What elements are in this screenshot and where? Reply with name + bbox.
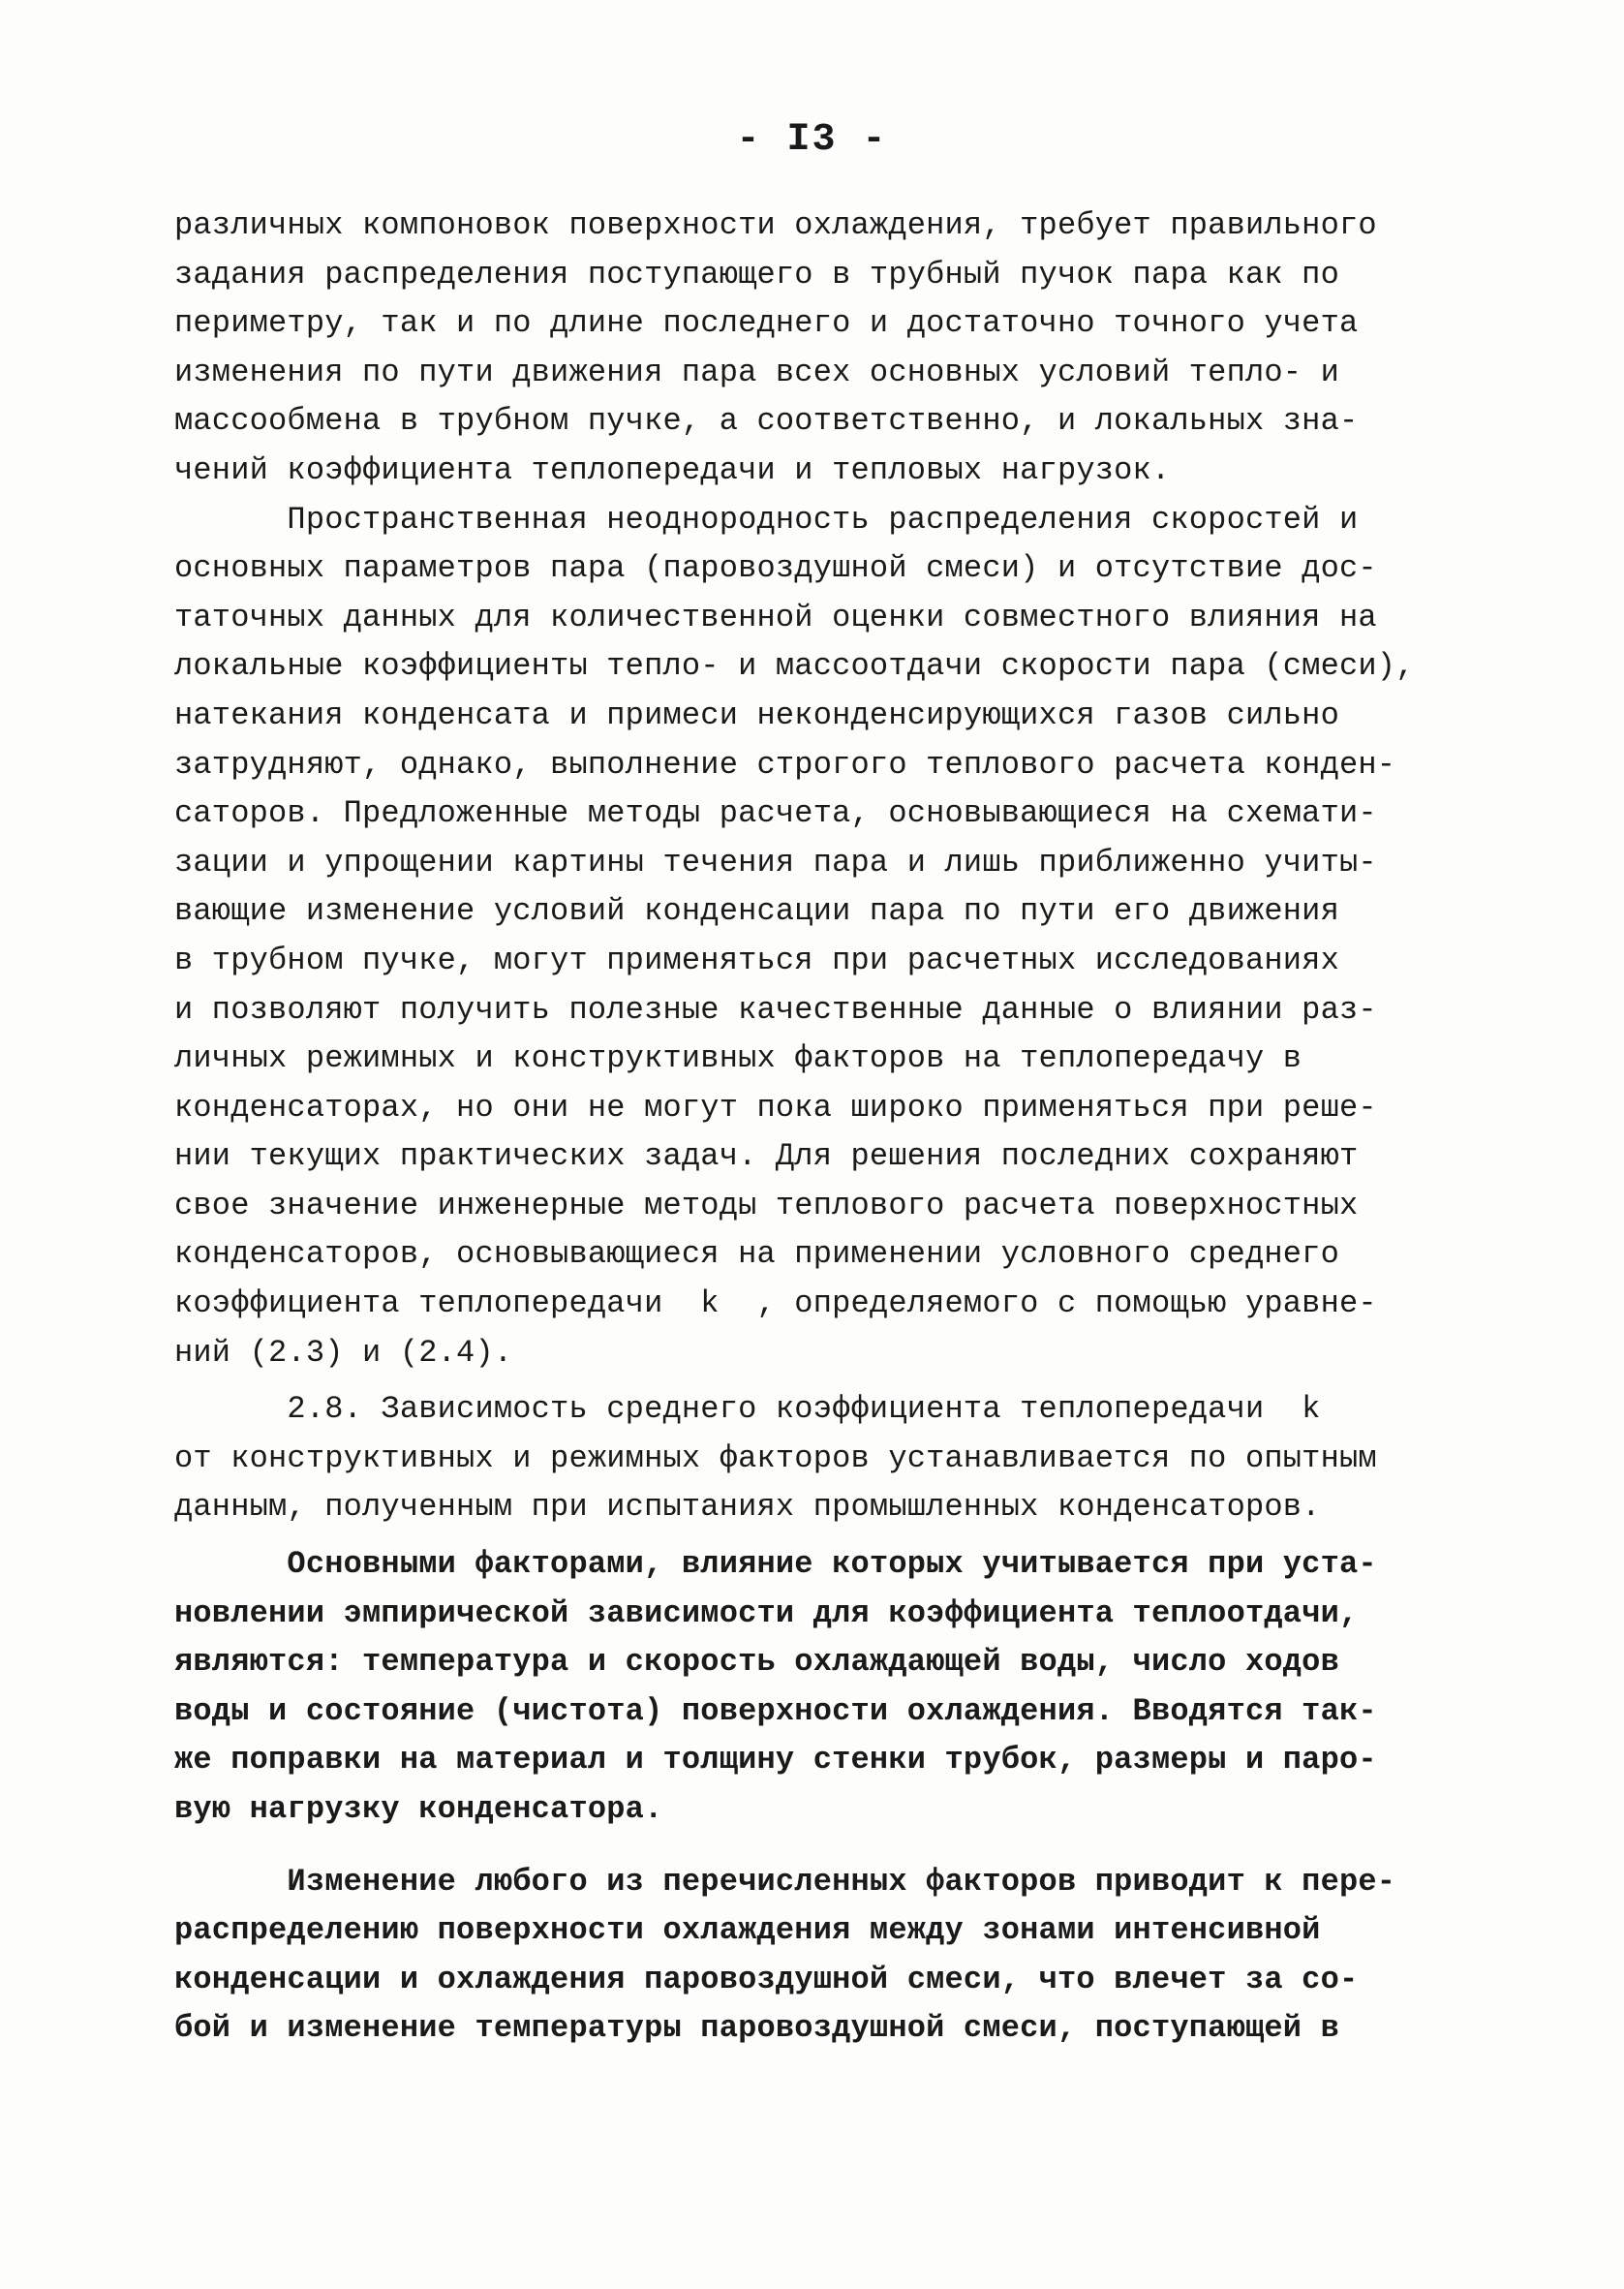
text-line: локальные коэффициенты тепло- и массоотдачи скорости пара (смеси), bbox=[174, 648, 1415, 685]
text-line: периметру, так и по длине последнего и достаточно точного учета bbox=[174, 305, 1359, 342]
paragraph-4 bbox=[174, 1540, 1530, 1835]
text-line: вающие изменение условий конденсации пара по пути его движения bbox=[174, 893, 1339, 930]
text-line: новлении эмпирической зависимости для коэффициента теплоотдачи, bbox=[174, 1594, 1359, 1631]
text-line: воды и состояние (чистота) поверхности охлаждения. Вводятся так- bbox=[174, 1692, 1377, 1729]
body-text bbox=[174, 201, 1530, 2054]
text-line: задания распределения поступающего в трубный пучок пара как по bbox=[174, 256, 1339, 293]
text-line: массообмена в трубном пучке, а соответственно, и локальных зна- bbox=[174, 403, 1359, 440]
text-line: Пространственная неоднородность распределения скоростей и bbox=[174, 501, 1359, 538]
text-line: ний (2.3) и (2.4). bbox=[174, 1334, 513, 1371]
page-number: - I3 - bbox=[736, 118, 888, 162]
text-line: и позволяют получить полезные качественные данные о влиянии раз- bbox=[174, 991, 1377, 1028]
text-line: изменения по пути движения пара всех основных условий тепло- и bbox=[174, 354, 1339, 390]
text-line: чений коэффициента теплопередачи и тепловых нагрузок. bbox=[174, 451, 1171, 488]
text-line: основных параметров пара (паровоздушной смеси) и отсутствие дос- bbox=[174, 550, 1377, 587]
text-line: Изменение любого из перечисленных факторов приводит к пере- bbox=[174, 1863, 1396, 1900]
paragraph-2 bbox=[174, 496, 1530, 1378]
text-line: же поправки на материал и толщину стенки трубок, размеры и паро- bbox=[174, 1742, 1377, 1779]
text-line: затрудняют, однако, выполнение строгого теплового расчета конден- bbox=[174, 746, 1396, 783]
paragraph-3 bbox=[174, 1385, 1530, 1532]
paragraph-spacer bbox=[174, 1532, 1530, 1540]
text-line: нии текущих практических задач. Для решения последних сохраняют bbox=[174, 1138, 1359, 1175]
text-line: различных компоновок поверхности охлаждения, требует правильного bbox=[174, 207, 1377, 243]
text-line: Основными факторами, влияние которых учитывается при уста- bbox=[174, 1546, 1377, 1583]
text-line: вую нагрузку конденсатора. bbox=[174, 1791, 663, 1827]
text-line: данным, полученным при испытаниях промышленных конденсаторов. bbox=[174, 1489, 1321, 1526]
text-line: коэффициента теплопередачи k , определяемого с помощью уравне- bbox=[174, 1285, 1377, 1322]
text-line: зации и упрощении картины течения пара и лишь приближенно учиты- bbox=[174, 844, 1377, 881]
text-line: от конструктивных и режимных факторов устанавливается по опытным bbox=[174, 1439, 1377, 1476]
text-line: конденсации и охлаждения паровоздушной смеси, что влечет за со- bbox=[174, 1961, 1359, 1997]
text-line: бой и изменение температуры паровоздушной смеси, поступающей в bbox=[174, 2010, 1339, 2047]
text-line: 2.8. Зависимость среднего коэффициента теплопередачи k bbox=[174, 1391, 1321, 1428]
text-line: конденсаторов, основывающиеся на применении условного среднего bbox=[174, 1236, 1339, 1273]
paragraph-spacer bbox=[174, 1835, 1530, 1858]
text-line: конденсаторах, но они не могут пока широко применяться при реше- bbox=[174, 1089, 1377, 1126]
text-line: распределению поверхности охлаждения между зонами интенсивной bbox=[174, 1912, 1321, 1949]
text-line: свое значение инженерные методы теплового расчета поверхностных bbox=[174, 1187, 1359, 1223]
text-line: натекания конденсата и примеси неконденсирующихся газов сильно bbox=[174, 696, 1339, 733]
text-line: таточных данных для количественной оценки совместного влияния на bbox=[174, 599, 1377, 635]
paragraph-spacer bbox=[174, 1377, 1530, 1385]
text-line: являются: температура и скорость охлаждающей воды, число ходов bbox=[174, 1644, 1339, 1681]
paragraph-1 bbox=[174, 201, 1530, 496]
paragraph-5 bbox=[174, 1858, 1530, 2054]
text-line: в трубном пучке, могут применяться при расчетных исследованиях bbox=[174, 942, 1339, 978]
text-line: саторов. Предложенные методы расчета, основывающиеся на схемати- bbox=[174, 795, 1377, 832]
text-line: личных режимных и конструктивных факторов на теплопередачу в bbox=[174, 1040, 1302, 1077]
